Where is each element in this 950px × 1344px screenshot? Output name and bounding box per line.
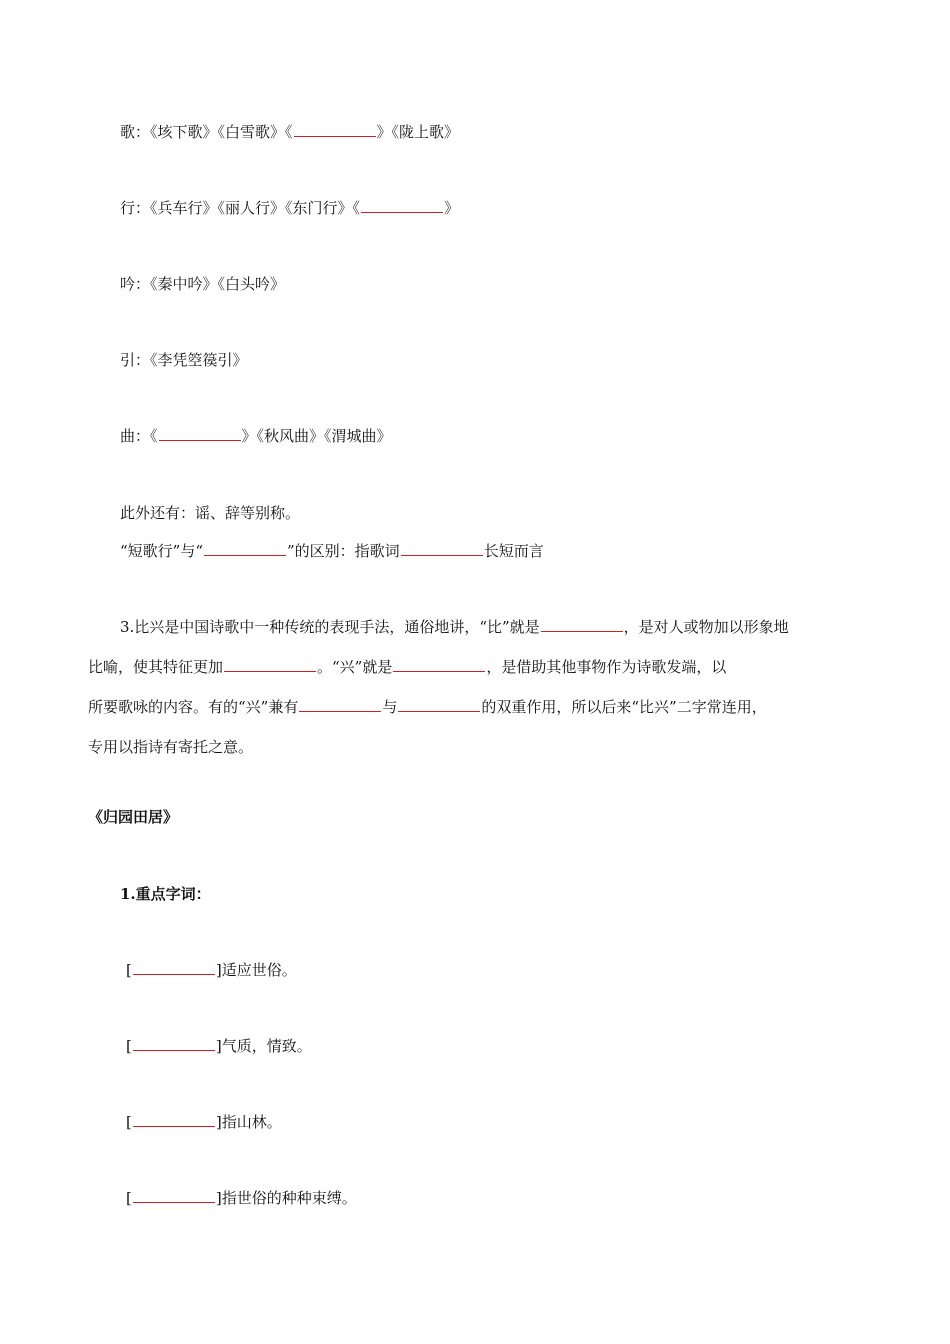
genre-label: 吟：	[120, 275, 151, 293]
poem-title: 《归园田居》	[88, 808, 179, 826]
fill-blank[interactable]	[133, 1188, 215, 1203]
bixing-line-3	[88, 687, 870, 727]
bixing-line-1	[88, 607, 870, 647]
genre-text: 《李凭箜篌引》	[150, 351, 248, 369]
fill-blank[interactable]	[401, 541, 483, 556]
genre-text: 《垓下歌》《白雪歌》《	[150, 123, 293, 141]
para-text: 所要歌咏的内容。有的“兴”兼有	[88, 698, 299, 716]
vocab-meaning: 气质，情致。	[221, 1037, 312, 1055]
vocab-meaning: 适应世俗。	[221, 961, 297, 979]
bracket-open: [	[126, 961, 132, 979]
bixing-line-4: 专用以指诗有寄托之意。	[88, 738, 254, 756]
para-text: 。“兴”就是	[317, 658, 393, 676]
bracket-close: ]	[215, 1189, 222, 1207]
para-text: 的双重作用，所以后来“比兴”二字常连用，	[481, 698, 767, 716]
genre-text: 《	[150, 427, 158, 445]
para-text: 3.比兴是中国诗歌中一种传统的表现手法，通俗地讲，“比”就是	[120, 618, 540, 636]
vocab-item	[126, 1036, 312, 1056]
bracket-close: ]	[215, 1037, 222, 1055]
fill-blank[interactable]	[361, 198, 443, 213]
bixing-line-2	[88, 647, 870, 687]
bracket-open: [	[126, 1037, 132, 1055]
genre-text: 》《秋风曲》《渭城曲》	[241, 427, 392, 445]
fill-blank[interactable]	[159, 426, 241, 441]
genre-text: 《秦中吟》《白头吟》	[150, 275, 286, 293]
fill-blank[interactable]	[204, 541, 286, 556]
bracket-open: [	[126, 1113, 132, 1131]
fill-blank[interactable]	[398, 697, 480, 712]
genre-text: 》《陇上歌》	[376, 123, 460, 141]
bracket-close: ]	[215, 961, 222, 979]
para-text: 比喻，使其特征更加	[88, 658, 224, 676]
section-title: 1.重点字词：	[120, 885, 211, 903]
para-text: 与	[382, 698, 398, 716]
fill-blank[interactable]	[133, 1112, 215, 1127]
fill-blank[interactable]	[541, 617, 623, 632]
genre-label: 歌：	[120, 123, 151, 141]
genre-line-yin2	[120, 350, 248, 370]
genre-line-ge	[120, 122, 459, 142]
diff-text: ”的区别：指歌词	[287, 542, 400, 560]
fill-blank[interactable]	[299, 697, 381, 712]
genre-label: 引：	[120, 351, 151, 369]
genre-label: 曲：	[120, 427, 151, 445]
genre-text: 》	[444, 199, 460, 217]
bracket-close: ]	[215, 1113, 222, 1131]
vocab-item	[126, 1188, 357, 1208]
vocab-meaning: 指世俗的种种束缚。	[221, 1189, 357, 1207]
bixing-paragraph	[88, 607, 870, 767]
genre-text: 《兵车行》《丽人行》《东门行》《	[150, 199, 361, 217]
extra-note: 此外还有：谣、辞等别称。	[120, 504, 301, 522]
fill-blank[interactable]	[133, 1036, 215, 1051]
fill-blank[interactable]	[393, 657, 485, 672]
fill-blank[interactable]	[133, 960, 215, 975]
bracket-open: [	[126, 1189, 132, 1207]
vocab-item	[126, 960, 297, 980]
difference-line	[120, 541, 544, 561]
fill-blank[interactable]	[224, 657, 316, 672]
genre-line-qu	[120, 426, 392, 446]
fill-blank[interactable]	[294, 122, 376, 137]
vocab-meaning: 指山林。	[221, 1113, 282, 1131]
para-text: ，是对人或物加以形象地	[623, 618, 789, 636]
diff-text: “短歌行”与“	[120, 542, 204, 560]
genre-line-xing	[120, 198, 459, 218]
genre-line-yin	[120, 274, 285, 294]
para-text: ，是借助其他事物作为诗歌发端，以	[486, 658, 727, 676]
diff-text: 长短而言	[483, 542, 544, 560]
genre-label: 行：	[120, 199, 151, 217]
vocab-item	[126, 1112, 282, 1132]
